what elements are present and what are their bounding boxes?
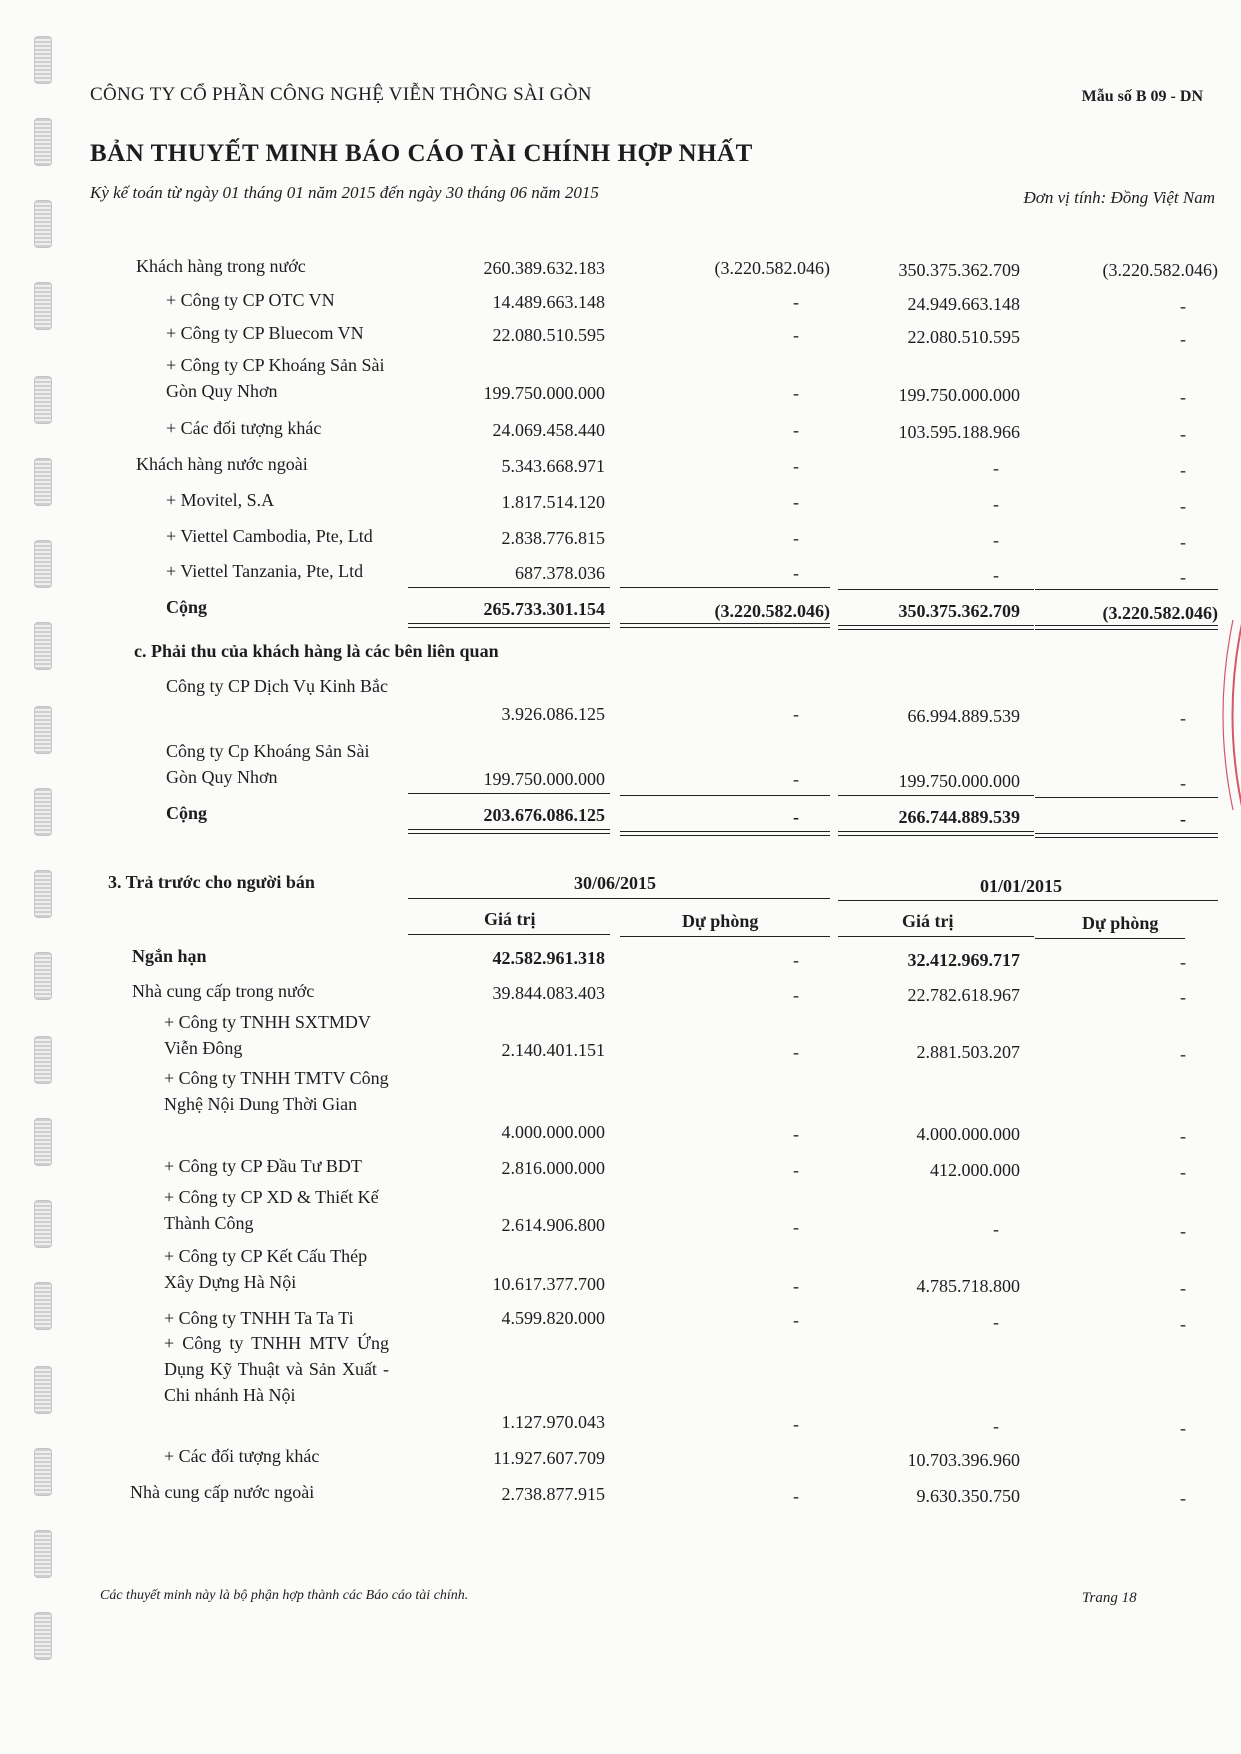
rule <box>408 587 610 588</box>
dash: - <box>1180 296 1186 316</box>
dash: - <box>793 1486 799 1506</box>
footer-note: Các thuyết minh này là bộ phận hợp thành các Báo cáo tài chính. <box>100 1588 469 1603</box>
value-30-06: 4.599.820.000 <box>501 1308 605 1328</box>
period-header-01-01: 01/01/2015 <box>980 876 1063 896</box>
stamp-edge <box>1215 600 1241 830</box>
dash: - <box>793 456 799 476</box>
dash: - <box>1180 773 1186 793</box>
total-provision-01-01: (3.220.582.046) <box>1102 603 1218 623</box>
value-01-01: 4.000.000.000 <box>916 1124 1020 1144</box>
currency-unit: Đơn vị tính: Đồng Việt Nam <box>1023 188 1215 207</box>
double-rule <box>408 623 610 628</box>
row-label: + Công ty CP OTC VN <box>166 290 335 310</box>
dash: - <box>793 704 799 724</box>
total-label: Cộng <box>166 597 208 617</box>
value-01-01: 66.994.889.539 <box>907 706 1020 726</box>
row-label: + Các đối tượng khác <box>166 418 322 438</box>
dash: - <box>793 985 799 1005</box>
dash: - <box>793 769 799 789</box>
dash: - <box>1180 567 1186 587</box>
rule <box>620 795 830 796</box>
section-heading: c. Phải thu của khách hàng là các bên liên quan <box>134 641 499 661</box>
rule <box>620 936 830 937</box>
document-title: BẢN THUYẾT MINH BÁO CÁO TÀI CHÍNH HỢP NHẤT <box>90 140 753 167</box>
value-30-06: 5.343.668.971 <box>501 456 605 476</box>
row-label: Khách hàng trong nước <box>136 256 306 276</box>
rule <box>408 793 610 794</box>
value-01-01: 103.595.188.966 <box>898 422 1020 442</box>
row-label: + Công ty CP XD & Thiết Kế Thành Công <box>164 1187 379 1233</box>
rule <box>1035 938 1185 939</box>
value-30-06: 2.838.776.815 <box>501 528 605 548</box>
period-header-30-06: 30/06/2015 <box>574 873 657 893</box>
column-header-value: Giá trị <box>902 911 954 931</box>
value-01-01: 199.750.000.000 <box>898 385 1020 405</box>
dash: - <box>1180 708 1186 728</box>
rule <box>838 589 1034 590</box>
dash: - <box>1180 1488 1186 1508</box>
dash: - <box>993 565 999 585</box>
row-label: + Công ty CP Đầu Tư BDT <box>164 1156 362 1176</box>
value-30-06: 4.000.000.000 <box>501 1122 605 1142</box>
value-01-01: 22.782.618.967 <box>907 985 1020 1005</box>
row-label: + Công ty CP Bluecom VN <box>166 323 364 343</box>
value-30-06: 42.582.961.318 <box>492 948 605 968</box>
value-30-06: 687.378.036 <box>515 563 605 583</box>
value-01-01: 22.080.510.595 <box>907 327 1020 347</box>
value-30-06: 14.489.663.148 <box>492 292 605 312</box>
company-name: CÔNG TY CỔ PHẦN CÔNG NGHỆ VIỄN THÔNG SÀI GÒN <box>90 84 592 105</box>
value-01-01: 24.949.663.148 <box>907 294 1020 314</box>
column-header-value: Giá trị <box>484 909 536 929</box>
rule <box>1035 589 1218 590</box>
value-30-06: 199.750.000.000 <box>483 383 605 403</box>
dash: - <box>793 1276 799 1296</box>
row-label: + Viettel Cambodia, Pte, Ltd <box>166 526 373 546</box>
value-01-01: 10.703.396.960 <box>907 1450 1020 1470</box>
value-30-06: 22.080.510.595 <box>492 325 605 345</box>
page-number: Trang 18 <box>1082 1590 1137 1606</box>
dash: - <box>1180 387 1186 407</box>
dash: - <box>993 1312 999 1332</box>
dash: - <box>1180 1221 1186 1241</box>
dash: - <box>1180 952 1186 972</box>
value-01-01: 350.375.362.709 <box>898 260 1020 280</box>
dash: - <box>793 528 799 548</box>
rule <box>620 587 830 588</box>
dash: - <box>1180 496 1186 516</box>
value-30-06: 1.817.514.120 <box>501 492 605 512</box>
rule <box>838 795 1034 796</box>
dash: - <box>1180 424 1186 444</box>
value-30-06: 3.926.086.125 <box>501 704 605 724</box>
dash: - <box>793 1217 799 1237</box>
value-01-01: 199.750.000.000 <box>898 771 1020 791</box>
row-label: + Các đối tượng khác <box>164 1446 320 1466</box>
row-label: + Công ty TNHH MTV Ứng Dụng Kỹ Thuật và Sản Xuất -Chi nhánh Hà Nội <box>164 1333 389 1405</box>
row-label: Nhà cung cấp nước ngoài <box>130 1482 315 1502</box>
dash: - <box>1180 532 1186 552</box>
dash: - <box>793 1160 799 1180</box>
binder-holes <box>34 36 52 1676</box>
rule <box>1035 797 1218 798</box>
value-30-06: 24.069.458.440 <box>492 420 605 440</box>
section-heading: 3. Trả trước cho người bán <box>108 872 315 892</box>
value-30-06: 2.738.877.915 <box>501 1484 605 1504</box>
value-01-01: 9.630.350.750 <box>916 1486 1020 1506</box>
row-label: + Viettel Tanzania, Pte, Ltd <box>166 561 364 581</box>
row-label: + Công ty TNHH Ta Ta Ti <box>164 1308 354 1328</box>
total-value-01-01: 266.744.889.539 <box>898 807 1020 827</box>
dash: - <box>1180 1278 1186 1298</box>
row-label: Ngắn hạn <box>132 946 207 966</box>
accounting-period: Kỳ kế toán từ ngày 01 tháng 01 năm 2015 đến ngày 30 tháng 06 năm 2015 <box>90 183 599 202</box>
row-label: + Công ty TNHH TMTV Công Nghệ Nội Dung Thời Gian <box>164 1068 389 1114</box>
double-rule <box>838 625 1034 630</box>
value-30-06: 2.614.906.800 <box>501 1215 605 1235</box>
value-30-06: 260.389.632.183 <box>483 258 605 278</box>
dash: - <box>993 458 999 478</box>
dash: - <box>1180 1044 1186 1064</box>
total-value-30-06: 203.676.086.125 <box>483 805 605 825</box>
dash: - <box>793 292 799 312</box>
value-30-06: 199.750.000.000 <box>483 769 605 789</box>
row-label: Công ty Cp Khoáng Sản Sài Gòn Quy Nhơn <box>166 741 370 787</box>
row-label: + Công ty CP Khoáng Sản Sài Gòn Quy Nhơn <box>166 355 385 401</box>
dash: - <box>793 1414 799 1434</box>
column-header-provision: Dự phòng <box>1082 913 1159 933</box>
value-30-06: 10.617.377.700 <box>492 1274 605 1294</box>
dash: - <box>993 530 999 550</box>
dash: - <box>1180 1314 1186 1334</box>
dash: - <box>793 807 799 827</box>
total-value-30-06: 265.733.301.154 <box>483 599 605 619</box>
dash: - <box>993 1416 999 1436</box>
dash: - <box>1180 1126 1186 1146</box>
dash: - <box>793 383 799 403</box>
dash: - <box>1180 1418 1186 1438</box>
dash: - <box>1180 460 1186 480</box>
dash: - <box>793 950 799 970</box>
total-provision-30-06: (3.220.582.046) <box>714 601 830 621</box>
form-number: Mẫu số B 09 - DN <box>1081 88 1203 105</box>
value-30-06: 1.127.970.043 <box>501 1412 605 1432</box>
value-30-06: 2.140.401.151 <box>501 1040 605 1060</box>
dash: - <box>793 1042 799 1062</box>
row-label: Công ty CP Dịch Vụ Kinh Bắc <box>166 676 389 696</box>
dash: - <box>793 1310 799 1330</box>
dash: - <box>1180 987 1186 1007</box>
value-01-01: 2.881.503.207 <box>916 1042 1020 1062</box>
row-label: + Movitel, S.A <box>166 490 275 510</box>
row-label: Nhà cung cấp trong nước <box>132 981 315 1001</box>
dash: - <box>993 494 999 514</box>
double-rule <box>408 829 610 834</box>
provision-30-06: (3.220.582.046) <box>714 258 830 278</box>
rule <box>838 900 1218 901</box>
value-30-06: 11.927.607.709 <box>493 1448 605 1468</box>
column-header-provision: Dự phòng <box>682 911 759 931</box>
rule <box>838 936 1034 937</box>
row-label: + Công ty TNHH SXTMDV Viễn Đông <box>164 1012 371 1058</box>
rule <box>408 898 830 899</box>
double-rule <box>838 831 1034 836</box>
row-label: Khách hàng nước ngoài <box>136 454 308 474</box>
dash: - <box>793 420 799 440</box>
double-rule <box>620 623 830 628</box>
dash: - <box>1180 329 1186 349</box>
value-01-01: 412.000.000 <box>930 1160 1020 1180</box>
dash: - <box>793 1124 799 1144</box>
dash: - <box>793 492 799 512</box>
value-01-01: 4.785.718.800 <box>916 1276 1020 1296</box>
double-rule <box>1035 833 1218 838</box>
dash: - <box>1180 809 1186 829</box>
dash: - <box>1180 1162 1186 1182</box>
value-01-01: 32.412.969.717 <box>907 950 1020 970</box>
value-30-06: 39.844.083.403 <box>492 983 605 1003</box>
double-rule <box>1035 625 1218 630</box>
rule <box>408 934 610 935</box>
dash: - <box>793 563 799 583</box>
total-value-01-01: 350.375.362.709 <box>898 601 1020 621</box>
provision-01-01: (3.220.582.046) <box>1102 260 1218 280</box>
total-label: Cộng <box>166 803 208 823</box>
double-rule <box>620 831 830 836</box>
dash: - <box>993 1219 999 1239</box>
row-label: + Công ty CP Kết Cấu Thép Xây Dựng Hà Nội <box>164 1246 368 1292</box>
value-30-06: 2.816.000.000 <box>501 1158 605 1178</box>
dash: - <box>793 325 799 345</box>
